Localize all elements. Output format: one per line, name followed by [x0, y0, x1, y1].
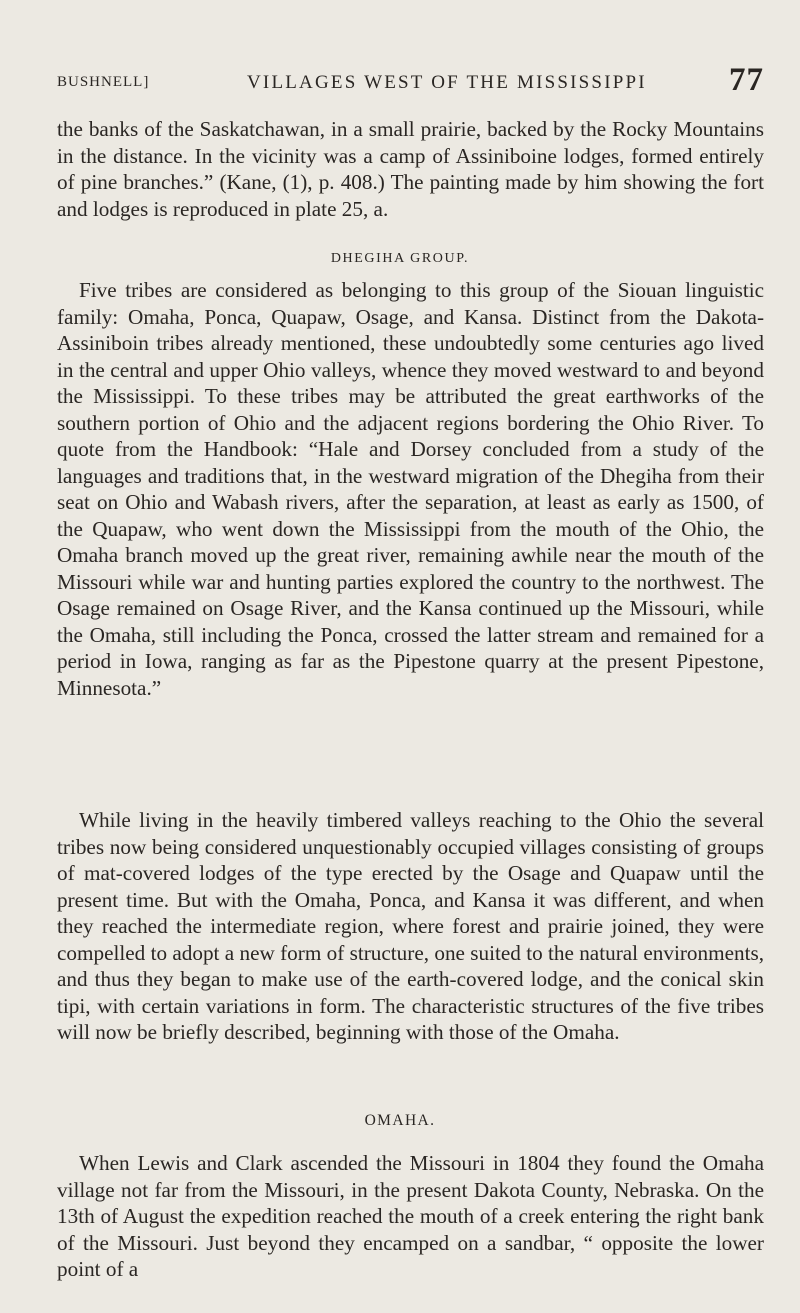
- section-heading-dhegiha: DHEGIHA GROUP.: [330, 251, 470, 266]
- section-heading-omaha: OMAHA.: [364, 1112, 436, 1129]
- page-number: 77: [729, 62, 764, 98]
- paragraph-timbered-valleys: While living in the heavily timbered valleys reaching to the Ohio the several tribes now being considered unquestionably occupied villages consisting of groups of mat-covered lodges of the type erected by the Osage and Quapaw until the present time. But with the Omaha, Ponca, and Kansa it was different, and when they reached the intermediate region, where forest and prairie joined, they were compelled to adopt a new form of structure, one suited to the natural environments, and thus they began to make use of the earth-covered lodge, and the conical skin tipi, with certain variations in form. The characteristic structures of the five tribes will now be briefly described, beginning with those of the Omaha.: [57, 808, 764, 1044]
- paragraph-five-tribes: Five tribes are considered as belonging to this group of the Siouan linguistic family: Omaha, Ponca, Quapaw, Osage, and Kansa. Distinct from the Dakota-Assiniboin tribes already mentioned, these undoubtedly some centuries ago lived in the central and upper Ohio valleys, whence they moved westward to and beyond the Mississippi. To these tribes may be attributed the great earthworks of the southern portion of Ohio and the adjacent regions bordering the Ohio River. To quote from the Handbook: “Hale and Dorsey concluded from a study of the languages and traditions that, in the westward migration of the Dhegiha from their seat on Ohio and Wabash rivers, after the separation, at least as early as 1500, of the Quapaw, who went down the Mississippi from the mouth of the Ohio, the Omaha branch moved up the great river, remaining awhile near the mouth of the Missouri while war and hunting parties explored the country to the northwest. The Osage remained on Osage River, and the Kansa continued up the Missouri, while the Omaha, still including the Ponca, crossed the latter stream and remained for a period in Iowa, ranging as far as the Pipestone quarry at the present Pipestone, Minnesota.”: [57, 278, 764, 700]
- paragraph-lewis-clark: When Lewis and Clark ascended the Missouri in 1804 they found the Omaha village not far from the Missouri, in the present Dakota County, Nebraska. On the 13th of August the expedition reached the mouth of a creek entering the right bank of the Missouri. Just beyond they encamped on a sandbar, “ opposite the lower point of a: [57, 1151, 764, 1281]
- running-head-title: VILLAGES WEST OF THE MISSISSIPPI: [247, 72, 647, 93]
- running-header: [57, 64, 764, 104]
- paragraph-saskatchawan: the banks of the Saskatchawan, in a small prairie, backed by the Rocky Mountains in the distance. In the vicinity was a camp of Assiniboine lodges, formed entirely of pine branches.” (Kane, (1), p. 408.) The painting made by him showing the fort and lodges is reproduced in plate 25, a.: [57, 117, 764, 221]
- running-head-author: BUSHNELL]: [57, 74, 150, 90]
